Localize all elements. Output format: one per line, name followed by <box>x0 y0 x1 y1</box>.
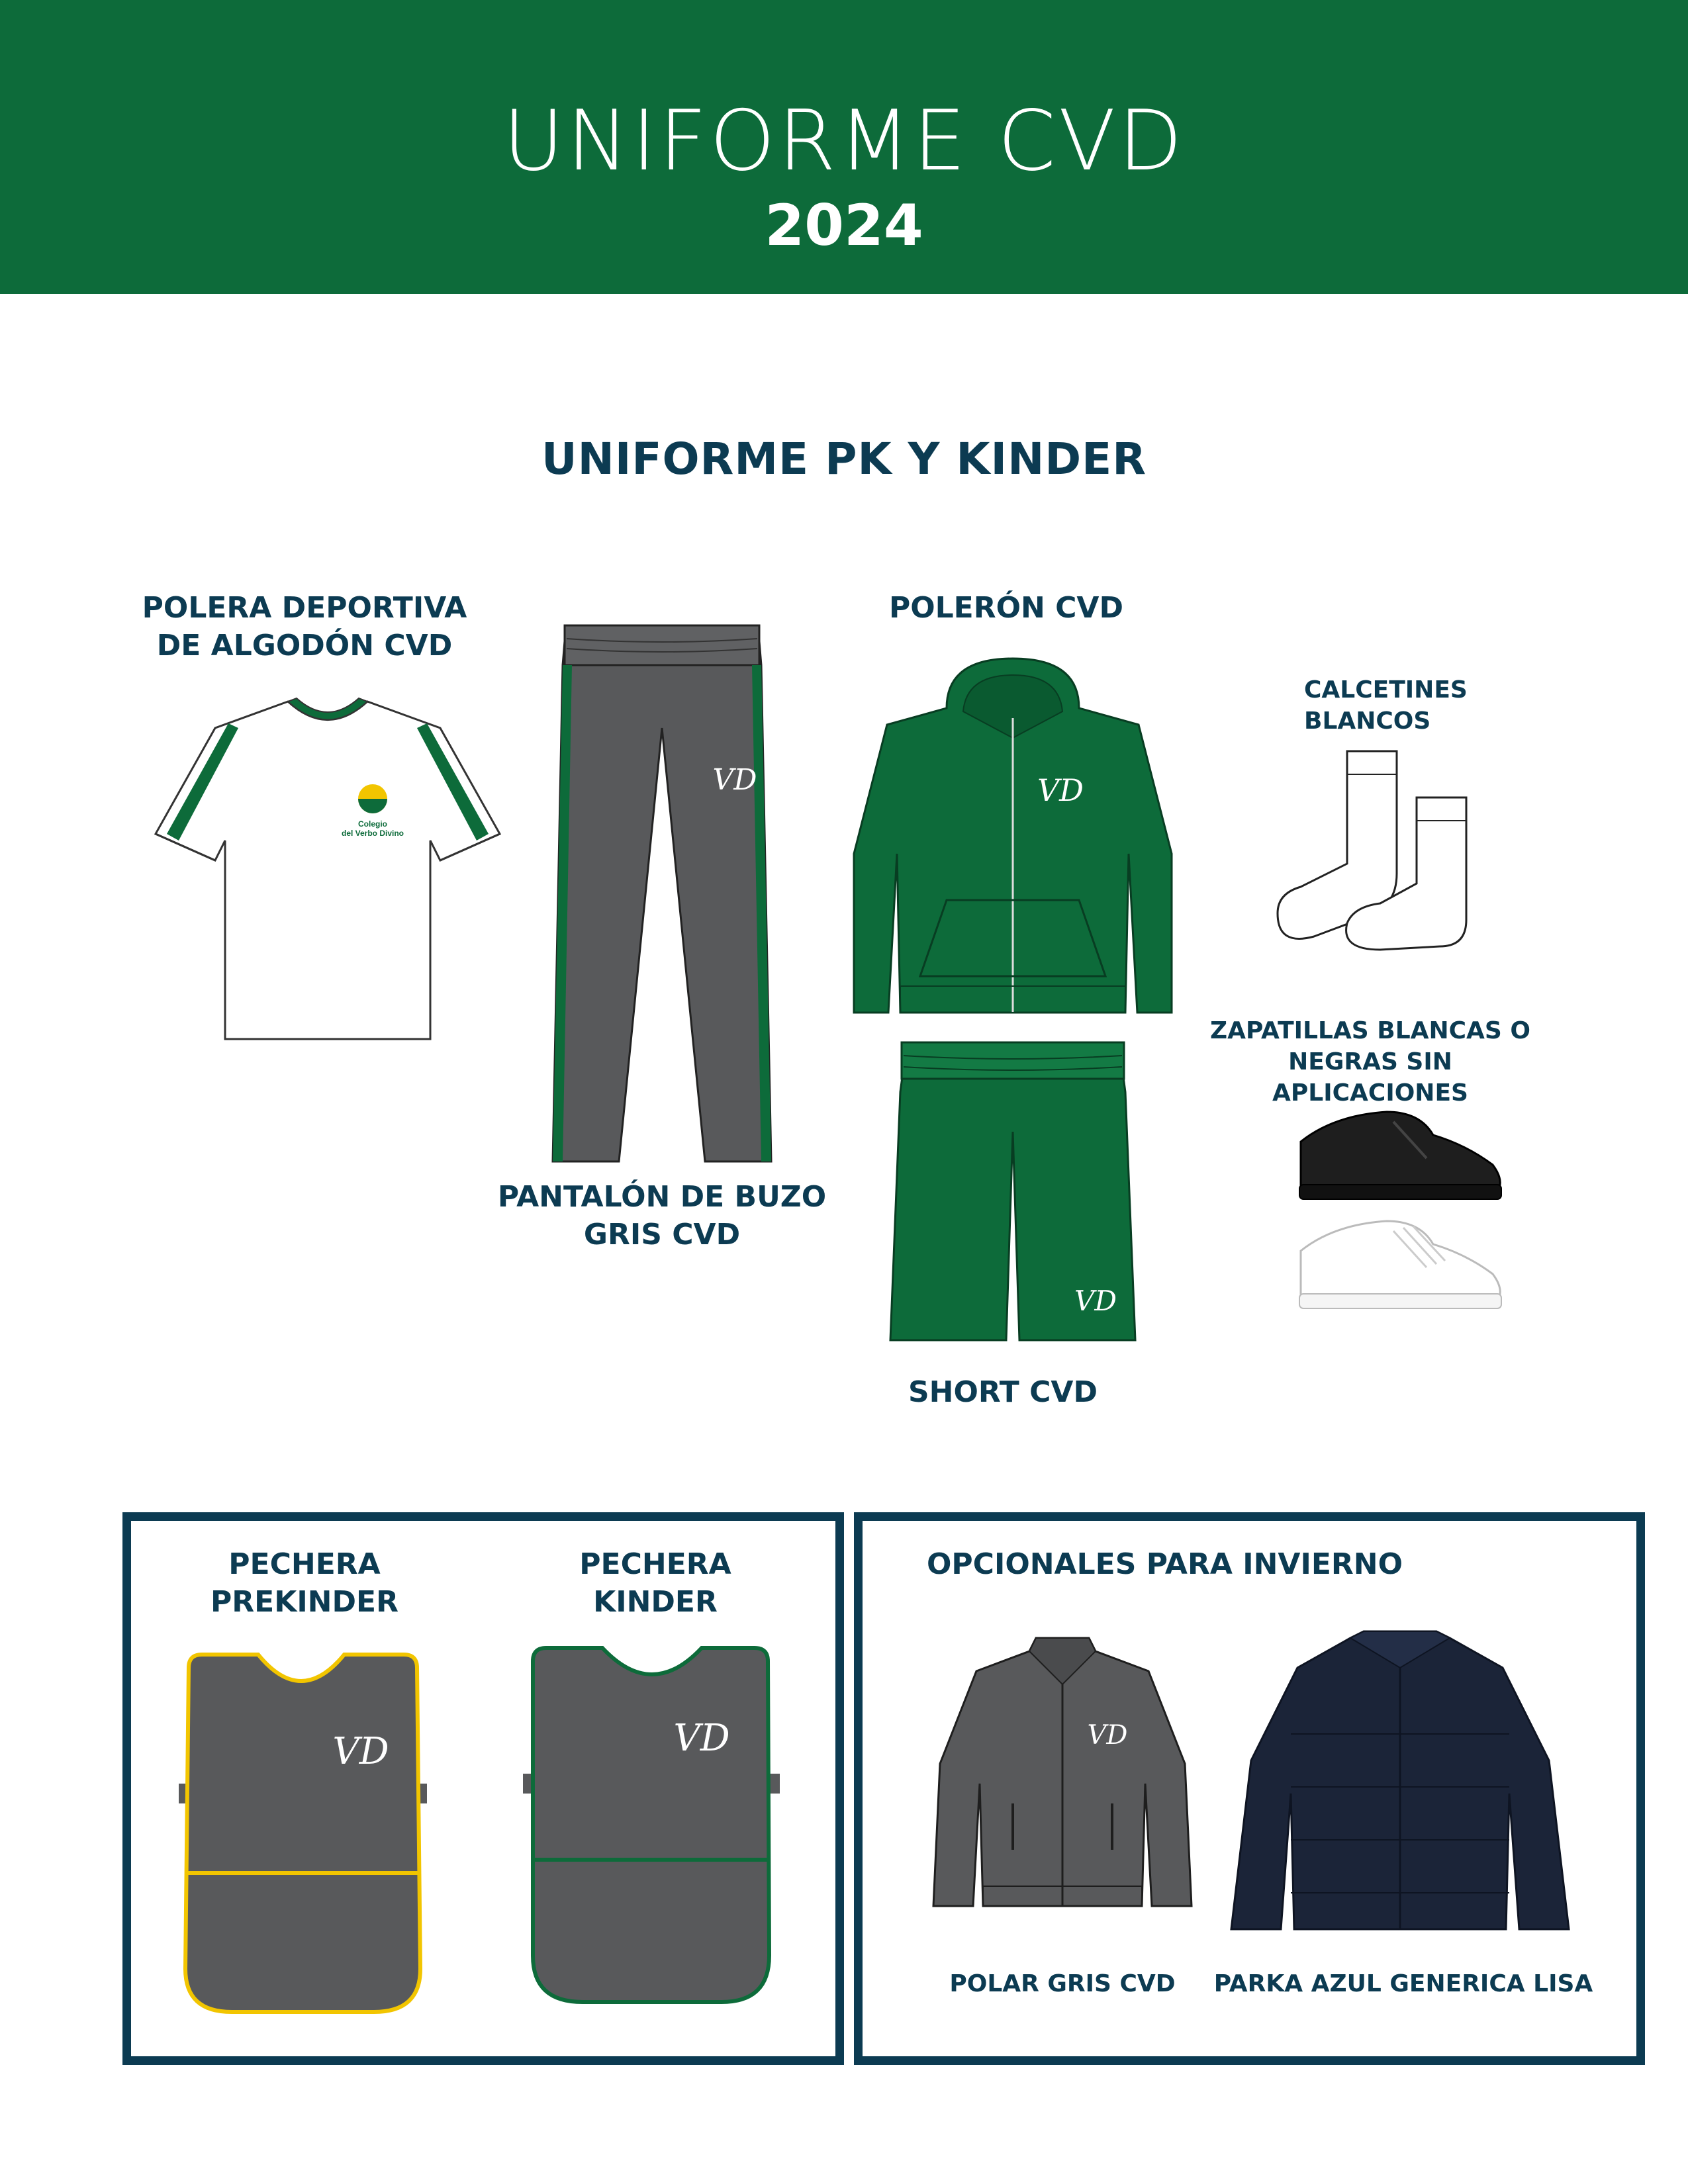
poleron-label: POLERÓN CVD <box>888 591 1124 625</box>
polera-label-line1: POLERA DEPORTIVA <box>142 591 467 625</box>
zapatilla-negra-illustration <box>1294 1105 1506 1205</box>
page-title: UNIFORME CVD <box>502 92 1186 189</box>
polera-tshirt-illustration <box>152 692 510 1042</box>
short-logo: VD <box>1074 1285 1117 1317</box>
pechera-prekinder-illustration <box>175 1645 430 2015</box>
pechera-prekinder-line1: PECHERA <box>228 1547 381 1581</box>
zapatilla-blanca-illustration <box>1294 1214 1506 1314</box>
section-title: UNIFORME PK Y KINDER <box>541 433 1147 484</box>
polera-logo-text-1: Colegio <box>358 819 387 829</box>
pechera-kinder-line1: PECHERA <box>579 1547 731 1581</box>
pantalon-logo: VD <box>712 763 757 797</box>
pechera-kinder-illustration <box>523 1638 781 2009</box>
poleron-hoodie-illustration <box>847 655 1178 1023</box>
calcetines-label-line1: CALCETINES <box>1304 676 1468 704</box>
page-year: 2024 <box>765 193 923 259</box>
pantalon-illustration <box>543 619 781 1175</box>
short-label: SHORT CVD <box>908 1375 1098 1409</box>
polar-label: POLAR GRIS CVD <box>949 1970 1176 1997</box>
zapatillas-label <box>1192 1016 1549 1109</box>
polar-logo: VD <box>1087 1720 1128 1751</box>
zapatillas-label-line1: ZAPATILLAS BLANCAS O <box>1210 1017 1530 1044</box>
parka-label: PARKA AZUL GENERICA LISA <box>1213 1970 1593 1997</box>
polera-label-line2: DE ALGODÓN CVD <box>156 629 453 663</box>
parka-azul-illustration <box>1225 1628 1575 1939</box>
zapatillas-label-line2: NEGRAS SIN APLICACIONES <box>1272 1048 1468 1107</box>
pantalon-label <box>463 1178 861 1253</box>
short-illustration <box>887 1039 1139 1350</box>
pechera-kinder-logo: VD <box>673 1717 730 1760</box>
polera-logo-text-2: del Verbo Divino <box>341 829 404 838</box>
pechera-kinder-label <box>490 1545 821 1621</box>
pechera-prekinder-label <box>139 1545 470 1621</box>
pantalon-label-line1: PANTALÓN DE BUZO <box>497 1180 827 1214</box>
calcetines-illustration <box>1274 748 1473 953</box>
opcionales-title: OPCIONALES PARA INVIERNO <box>927 1547 1403 1581</box>
polera-label <box>106 589 503 664</box>
calcetines-label <box>1304 675 1468 737</box>
pechera-kinder-line2: KINDER <box>593 1585 718 1619</box>
calcetines-label-line2: BLANCOS <box>1304 707 1431 735</box>
polar-gris-illustration <box>930 1631 1195 1916</box>
pechera-prekinder-line2: PREKINDER <box>211 1585 399 1619</box>
poleron-logo: VD <box>1037 772 1084 808</box>
pechera-prekinder-logo: VD <box>332 1730 389 1773</box>
pantalon-label-line2: GRIS CVD <box>583 1218 741 1252</box>
